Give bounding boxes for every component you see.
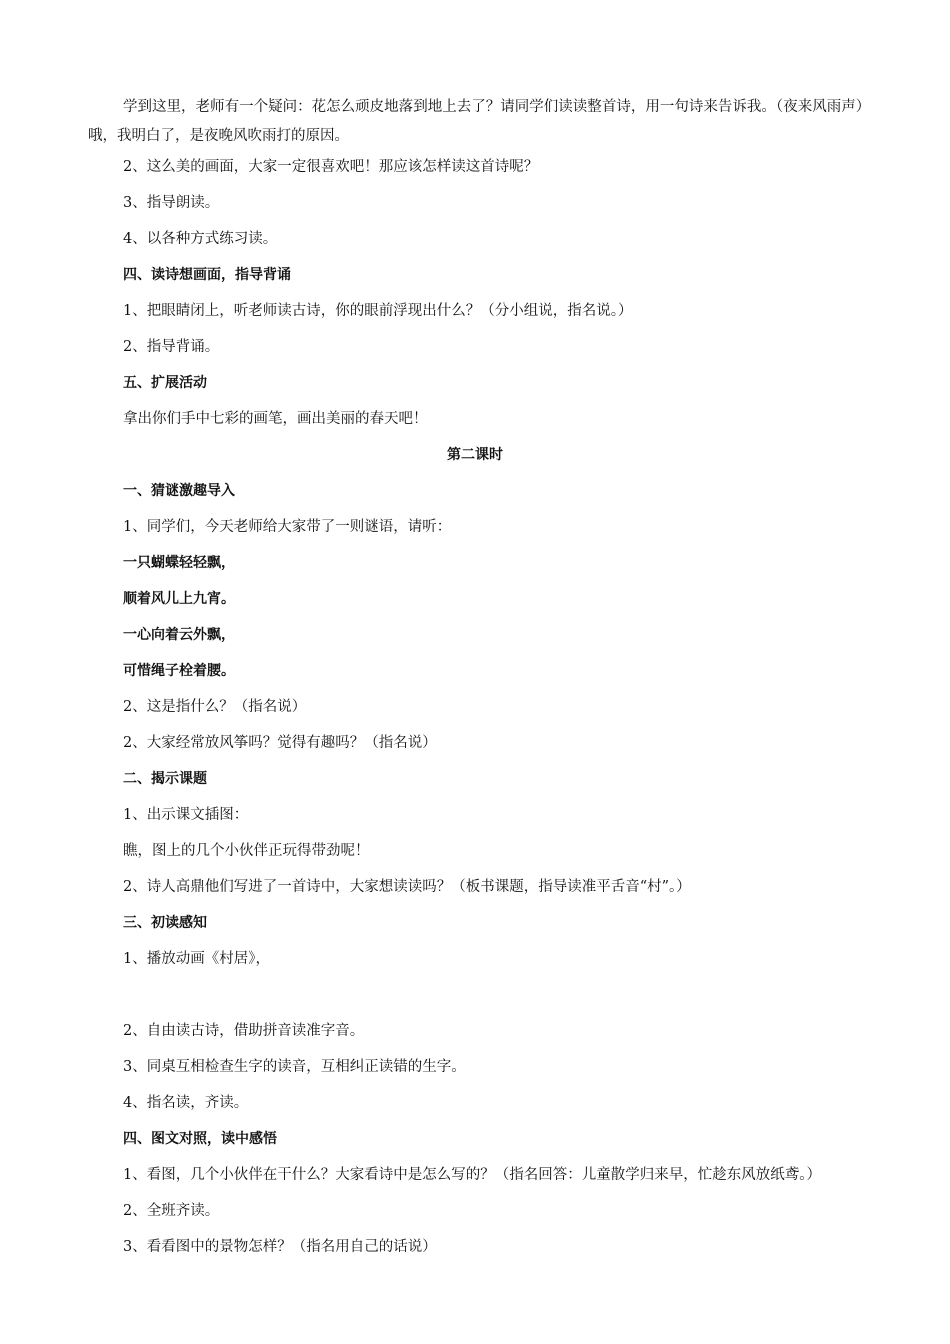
paragraph: 1、把眼睛闭上，听老师读古诗，你的眼前浮现出什么？（分小组说，指名说。） — [123, 303, 633, 319]
paragraph: 2、诗人高鼎他们写进了一首诗中，大家想读读吗？（板书课题，指导读准平舌音“村”。） — [123, 879, 691, 895]
paragraph: 瞧，图上的几个小伙伴正玩得带劲呢！ — [123, 843, 370, 859]
paragraph: 4、以各种方式练习读。 — [123, 231, 278, 247]
paragraph: 2、大家经常放风筝吗？觉得有趣吗？（指名说） — [123, 735, 437, 751]
section-heading: 二、揭示课题 — [123, 771, 207, 787]
paragraph: 2、指导背诵。 — [123, 339, 220, 355]
paragraph: 拿出你们手中七彩的画笔，画出美丽的春天吧！ — [123, 411, 428, 427]
lesson-title: 第二课时 — [447, 447, 503, 463]
section-heading: 四、读诗想画面，指导背诵 — [123, 267, 291, 283]
paragraph: 1、看图，几个小伙伴在干什么？大家看诗中是怎么写的？（指名回答：儿童散学归来早，忙趁东风放纸鸢。） — [123, 1167, 821, 1183]
section-heading: 一、猜谜激趣导入 — [123, 483, 235, 499]
riddle-line: 可惜绳子栓着腰。 — [123, 663, 235, 679]
riddle-line: 一只蝴蝶轻轻飘， — [123, 555, 235, 571]
section-heading: 三、初读感知 — [123, 915, 207, 931]
paragraph-intro: 学到这里，老师有一个疑问：花怎么顽皮地落到地上去了？请同学们读读整首诗，用一句诗来告诉我。（夜来风雨声）哦，我明白了，是夜晚风吹雨打的原因。 — [88, 99, 863, 144]
paragraph: 1、播放动画《村居》， — [123, 951, 270, 967]
paragraph: 3、指导朗读。 — [123, 195, 220, 211]
section-heading: 五、扩展活动 — [123, 375, 207, 391]
riddle-line: 一心向着云外飘， — [123, 627, 235, 643]
paragraph: 4、指名读，齐读。 — [123, 1095, 249, 1111]
paragraph: 1、出示课文插图： — [123, 807, 249, 823]
riddle-line: 顺着风儿上九宵。 — [123, 591, 235, 607]
paragraph: 3、同桌互相检查生字的读音，互相纠正读错的生字。 — [123, 1059, 466, 1075]
paragraph: 2、这是指什么？（指名说） — [123, 699, 307, 715]
section-heading: 四、图文对照，读中感悟 — [123, 1131, 277, 1147]
paragraph: 2、自由读古诗，借助拼音读准字音。 — [123, 1023, 365, 1039]
paragraph: 1、同学们，今天老师给大家带了一则谜语，请听： — [123, 519, 452, 535]
paragraph: 2、这么美的画面，大家一定很喜欢吧！那应该怎样读这首诗呢？ — [123, 159, 539, 175]
paragraph: 3、看看图中的景物怎样？（指名用自己的话说） — [123, 1239, 437, 1255]
paragraph: 2、全班齐读。 — [123, 1203, 220, 1219]
